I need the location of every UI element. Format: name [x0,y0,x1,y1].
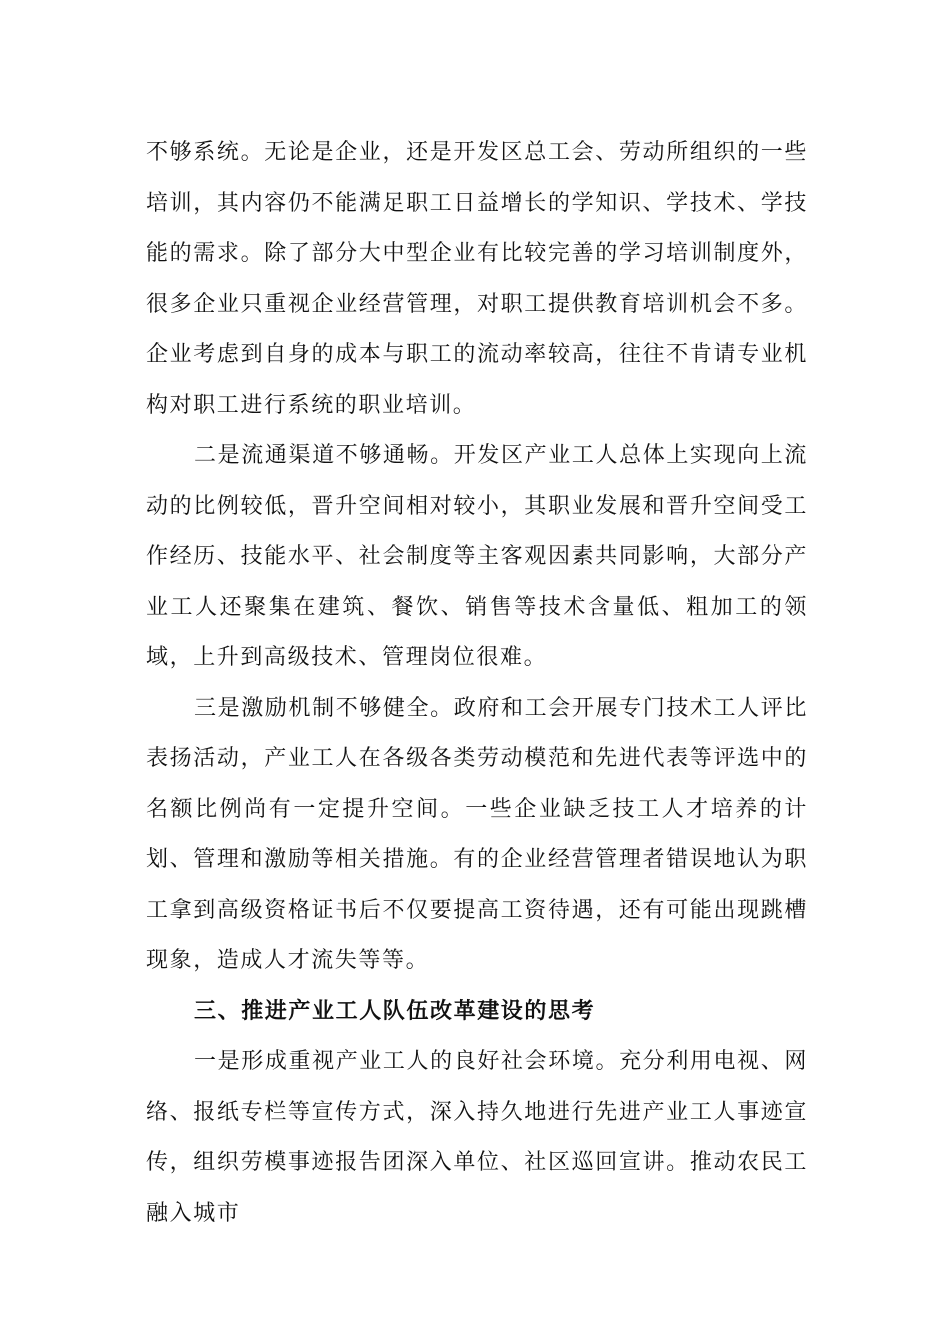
paragraph-incentive-mechanism: 三是激励机制不够健全。政府和工会开展专门技术工人评比表扬活动，产业工人在各级各类劳动模范和先进代表等评选中的名额比例尚有一定提升空间。一些企业缺乏技工人才培养的计划、管理和激励等相关措施。有的企业经营管理者错误地认为职工拿到高级资格证书后不仅要提高工资待遇，还有可能出现跳槽现象，造成人才流失等等。 [146,695,808,973]
paragraph-circulation-channels: 二是流通渠道不够通畅。开发区产业工人总体上实现向上流动的比例较低，晋升空间相对较小，其职业发展和晋升空间受工作经历、技能水平、社会制度等主客观因素共同影响，大部分产业工人还聚集在建筑、餐饮、销售等技术含量低、粗加工的领域，上升到高级技术、管理岗位很难。 [146,443,808,670]
document-body [146,128,808,1239]
paragraph-continued: 不够系统。无论是企业，还是开发区总工会、劳动所组织的一些培训，其内容仍不能满足职工日益增长的学知识、学技术、学技能的需求。除了部分大中型企业有比较完善的学习培训制度外，很多企业只重视企业经营管理，对职工提供教育培训机会不多。企业考虑到自身的成本与职工的流动率较高，往往不肯请专业机构对职工进行系统的职业培训。 [146,140,808,418]
paragraph-social-environment: 一是形成重视产业工人的良好社会环境。充分利用电视、网络、报纸专栏等宣传方式，深入持久地进行先进产业工人事迹宣传，组织劳模事迹报告团深入单位、社区巡回宣讲。推动农民工融入城市 [146,1049,808,1226]
section-heading: 三、推进产业工人队伍改革建设的思考 [194,998,596,1024]
